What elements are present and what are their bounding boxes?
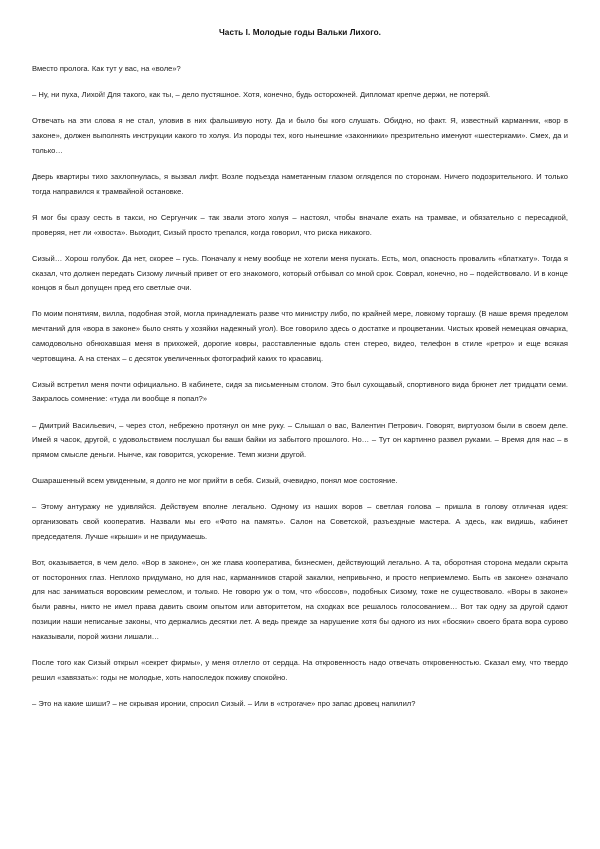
paragraph: – Ну, ни пуха, Лихой! Для такого, как ты, – дело пустяшное. Хотя, конечно, будь осторожней. Дипломат крепче держи, не потеряй. (32, 90, 491, 100)
paragraph: – Этому антуражу не удивляйся. Действуем вполне легально. Одному из наших воров – светлая голова – пришла в голову отличная идея: организовать свой кооператив. Назвали мы его «Фото на память». Салон на Советской, разъездные мастера. А здесь, как видишь, кабинет председателя. Лучше «крыши» и не придумаешь. (32, 502, 568, 541)
paragraph: Вместо пролога. Как тут у вас, на «воле»? (32, 64, 181, 73)
paragraph: – Дмитрий Васильевич, – через стол, небрежно протянул он мне руку. – Слышал о вас, Валентин Петрович. Говорят, виртуозом были в своем деле. Имей я часок, другой, с удовольствием послушал бы ваши байки из забытого прошлого. Но… – Тут он картинно развел руками. – Время для нас – в прямом смысле деньги. Нынче, как говорится, ускорение. Темп жизни другой. (32, 420, 568, 460)
page-title: Часть I. Молодые годы Вальки Лихого. (218, 28, 382, 37)
paragraph: Ошарашенный всем увиденным, я долго не мог прийти в себя. Сизый, очевидно, понял мое состояние. (32, 476, 398, 486)
paragraph: По моим понятиям, вилла, подобная этой, могла принадлежать разве что министру либо, по крайней мере, ловкому торгашу. (В наше время пределом мечтаний для «вора в законе» было снять у хозяйки надежный угол). Все говорило здесь о достатке и процветании. Чистых кровей немецкая овчарка, самодовольно обнюхавшая меня в прихожей, дорогие ковры, расставленные вдоль стен стерео, видео, телефон в стиле «ретро» и еще всякая чертовщина. А на стенах – с десяток увеличенных фотографий каких то красавиц. (32, 309, 568, 363)
paragraph: После того как Сизый открыл «секрет фирмы», у меня отлегло от сердца. На откровенность надо отвечать откровенностью. Сказал ему, что твердо решил «завязать»: годы не молодые, хоть напоследок поживу спокойно. (32, 657, 568, 682)
document-body (32, 62, 568, 711)
paragraph: Дверь квартиры тихо захлопнулась, я вызвал лифт. Возле подъезда наметанным глазом огляделся по сторонам. Ничего подозрительного. И только тогда направился к трамвайной остановке. (32, 172, 568, 196)
paragraph: Сизый встретил меня почти официально. В кабинете, сидя за письменным столом. Это был сухощавый, спортивного вида брюнет лет тридцати семи. Закралось сомнение: «туда ли вообще я попал?» (32, 379, 568, 404)
paragraph: Сизый… Хорош голубок. Да нет, скорее – гусь. Поначалу к нему вообще не хотели меня пускать. Есть, мол, опасность провалить «блатхату». Тогда я сказал, что должен передать Сизому личный привет от его знакомого, который отбывал со мной срок. Соврал, конечно, но – подействовало. И в конце концов я был допущен пред его светлые очи. (32, 253, 568, 293)
paragraph: Вот, оказывается, в чем дело. «Вор в законе», он же глава кооператива, бизнесмен, действующий легально. А та, оборотная сторона медали скрыта от посторонних глаз. Неплохо придумано, но для нас, карманников старой закалки, непривычно, и просто неприемлемо. Быть «в законе» означало для нас заниматься воровским ремеслом, и только. Не говорю уж о том, что «боссов», подобных Сизому, тоже не существовало. «Воры в законе» были равны, никто не имел права давить своим опытом или авторитетом, на сходках все решалось голосованием… Вот так одну за другой сдают позиции наши неписаные законы, что держались десятки лет. А ведь прежде за нарушение хотя бы одного из них «босяки» своего брата вора сурово наказывали, порой жизни лишали… (32, 558, 568, 641)
paragraph: – Это на какие шиши? – не скрывая иронии, спросил Сизый. – Или в «строгаче» про запас дровец напилил? (32, 698, 416, 708)
paragraph: Я мог бы сразу сесть в такси, но Сергунчик – так звали этого холуя – настоял, чтобы вначале ехать на трамвае, и обязательно с пересадкой, проверяя, нет ли «хвоста». Выходит, Сизый просто трепался, когда говорил, что риска никакого. (32, 212, 568, 237)
paragraph: Отвечать на эти слова я не стал, уловив в них фальшивую ноту. Да и было бы кого слушать. Обидно, но факт. Я, известный карманник, «вор в законе», должен выполнять инструкции какого то холуя. Из породы тех, кого нынешние «законники» презрительно именуют «шестерками». Смех, да и только… (32, 116, 568, 155)
